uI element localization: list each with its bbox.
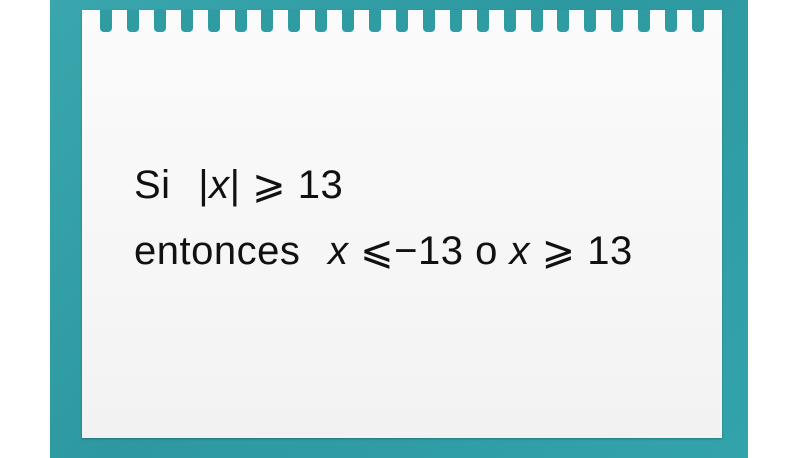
value-1: −13 xyxy=(394,229,464,273)
if-word: Si xyxy=(134,163,171,207)
spiral-hole xyxy=(396,10,408,32)
spiral-hole xyxy=(181,10,193,32)
spiral-hole xyxy=(504,10,516,32)
spiral-holes xyxy=(82,10,722,32)
variable-1: x xyxy=(327,229,349,273)
spiral-hole xyxy=(369,10,381,32)
spiral-hole xyxy=(100,10,112,32)
spiral-hole xyxy=(127,10,139,32)
spiral-hole xyxy=(315,10,327,32)
spiral-hole xyxy=(557,10,569,32)
spiral-hole xyxy=(423,10,435,32)
spiral-hole xyxy=(638,10,650,32)
spiral-hole xyxy=(450,10,462,32)
spiral-hole xyxy=(611,10,623,32)
condition-line xyxy=(134,162,343,208)
abs-open-bar: | xyxy=(198,163,210,207)
spiral-hole xyxy=(477,10,489,32)
relation-leq: ⩽ xyxy=(360,229,395,273)
conclusion-line xyxy=(134,228,633,274)
spiral-hole xyxy=(692,10,704,32)
then-word: entonces xyxy=(134,229,301,273)
relation-geq: ⩾ xyxy=(252,163,287,207)
spiral-hole xyxy=(154,10,166,32)
spiral-hole xyxy=(531,10,543,32)
spiral-hole xyxy=(584,10,596,32)
spiral-hole xyxy=(235,10,247,32)
relation-geq-2: ⩾ xyxy=(541,229,576,273)
spiral-hole xyxy=(288,10,300,32)
abs-variable: x xyxy=(209,163,230,207)
spiral-hole xyxy=(261,10,273,32)
condition-value: 13 xyxy=(297,163,344,207)
spiral-hole xyxy=(208,10,220,32)
abs-close-bar: | xyxy=(229,163,241,207)
value-2: 13 xyxy=(587,229,633,273)
variable-2: x xyxy=(509,229,530,273)
or-word: o xyxy=(475,229,498,273)
spiral-hole xyxy=(342,10,354,32)
notebook-paper xyxy=(82,10,722,438)
spiral-hole xyxy=(665,10,677,32)
